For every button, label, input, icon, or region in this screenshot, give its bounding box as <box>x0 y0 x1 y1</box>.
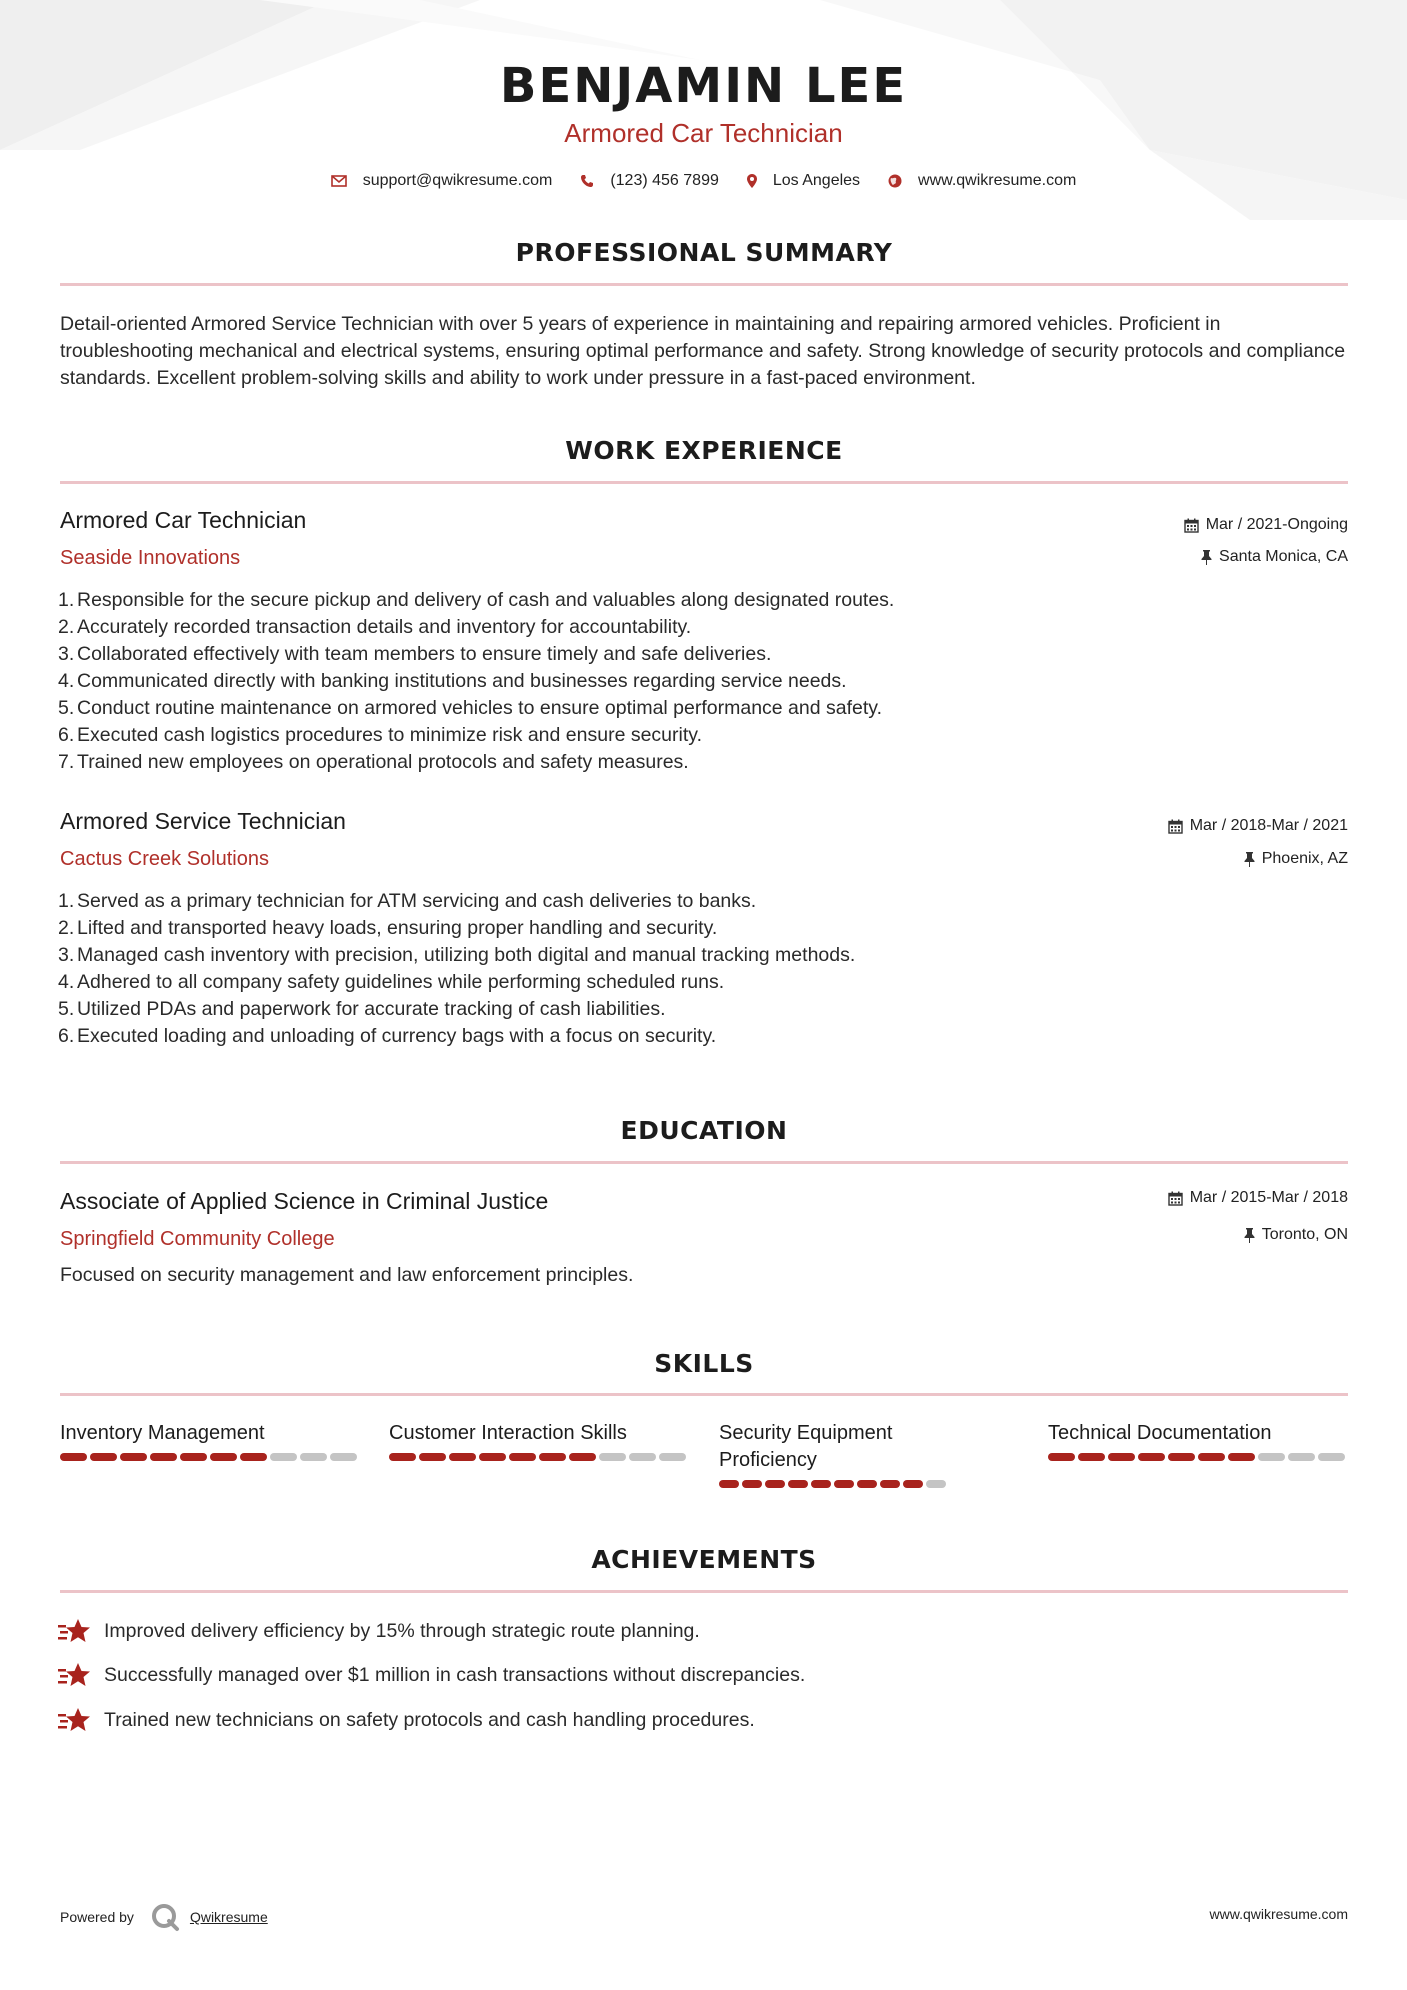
location-text: Los Angeles <box>772 172 861 189</box>
skill-bar-segment-filled <box>90 1453 117 1461</box>
phone-text: (123) 456 7899 <box>610 172 719 189</box>
skill-item <box>1048 1420 1348 1461</box>
skill-name: Inventory Management <box>60 1422 265 1444</box>
skill-bar-segment-filled <box>788 1480 808 1488</box>
skill-bar-segment-filled <box>1198 1453 1225 1461</box>
skill-bar-segment-filled <box>150 1453 177 1461</box>
experience-heading: WORK EXPERIENCE <box>565 436 843 465</box>
job-dates <box>1168 817 1348 835</box>
skill-name: Customer Interaction Skills <box>389 1422 627 1444</box>
job-responsibilities <box>58 888 1258 1050</box>
list-item: 2. Lifted and transported heavy loads, ensuring proper handling and security. <box>58 917 718 939</box>
skill-item <box>719 1420 949 1488</box>
skill-bar-segment-filled <box>240 1453 267 1461</box>
list-item: 6. Executed loading and unloading of currency bags with a focus on security. <box>58 1025 717 1047</box>
footer-website-link[interactable]: www.qwikresume.com <box>1209 1906 1348 1922</box>
skill-bar-segment-filled <box>765 1480 785 1488</box>
contact-website[interactable] <box>888 172 1076 190</box>
job-company: Cactus Creek Solutions <box>60 848 269 870</box>
skill-level-bar <box>719 1480 949 1488</box>
list-item: 1. Responsible for the secure pickup and delivery of cash and valuables along designated routes. <box>58 589 895 611</box>
skill-level-bar <box>389 1453 689 1461</box>
job-dates <box>1184 516 1348 534</box>
website-text: www.qwikresume.com <box>918 172 1077 189</box>
summary-divider <box>60 283 1348 286</box>
shooting-star-icon <box>58 1707 92 1733</box>
job-location-text: Santa Monica, CA <box>1219 548 1348 565</box>
pushpin-icon <box>1201 550 1212 565</box>
education-description: Focused on security management and law enforcement principles. <box>60 1264 634 1286</box>
skill-level-bar <box>60 1453 360 1461</box>
skill-item <box>60 1420 360 1461</box>
education-dates <box>1168 1189 1348 1207</box>
envelope-icon <box>331 175 347 187</box>
skill-bar-segment-filled <box>1078 1453 1105 1461</box>
education-location-text: Toronto, ON <box>1261 1226 1348 1243</box>
skill-bar-segment-filled <box>210 1453 237 1461</box>
achievements-heading: ACHIEVEMENTS <box>591 1545 817 1574</box>
skills-heading: SKILLS <box>654 1349 754 1378</box>
contact-location <box>747 172 860 190</box>
summary-heading: PROFESSIONAL SUMMARY <box>515 238 893 267</box>
job-responsibilities <box>58 587 1258 776</box>
degree-title: Associate of Applied Science in Criminal Justice <box>60 1188 549 1214</box>
map-pin-icon <box>747 174 757 188</box>
job-company: Seaside Innovations <box>60 547 241 569</box>
skill-bar-segment-empty <box>330 1453 357 1461</box>
education-dates-text: Mar / 2015-Mar / 2018 <box>1189 1189 1348 1206</box>
skill-bar-segment-filled <box>834 1480 854 1488</box>
skill-bar-segment-filled <box>569 1453 596 1461</box>
list-item: 2. Accurately recorded transaction details and inventory for accountability. <box>58 616 692 638</box>
qwikresume-logo-icon <box>150 1902 180 1932</box>
job-title: Armored Service Technician <box>60 808 346 834</box>
candidate-role: Armored Car Technician <box>564 118 843 148</box>
skill-level-bar <box>1048 1453 1348 1461</box>
skill-bar-segment-filled <box>60 1453 87 1461</box>
skill-bar-segment-filled <box>1108 1453 1135 1461</box>
skill-bar-segment-filled <box>719 1480 739 1488</box>
skill-bar-segment-filled <box>180 1453 207 1461</box>
contact-bar <box>0 172 1407 190</box>
pushpin-icon <box>1244 852 1255 867</box>
education-location <box>1244 1226 1348 1244</box>
skill-bar-segment-filled <box>1168 1453 1195 1461</box>
achievement-item <box>58 1707 755 1733</box>
job-location <box>1201 548 1348 566</box>
skill-bar-segment-empty <box>599 1453 626 1461</box>
skill-bar-segment-filled <box>1228 1453 1255 1461</box>
pushpin-icon <box>1244 1228 1255 1243</box>
shooting-star-icon <box>58 1662 92 1688</box>
skill-bar-segment-filled <box>1138 1453 1165 1461</box>
skill-bar-segment-filled <box>880 1480 900 1488</box>
education-divider <box>60 1161 1348 1164</box>
skill-bar-segment-empty <box>300 1453 327 1461</box>
contact-email[interactable] <box>331 172 553 190</box>
school-name: Springfield Community College <box>60 1228 335 1250</box>
job-title: Armored Car Technician <box>60 507 307 533</box>
skill-bar-segment-filled <box>449 1453 476 1461</box>
job-location <box>1244 850 1348 868</box>
achievement-item <box>58 1662 805 1688</box>
skill-bar-segment-filled <box>742 1480 762 1488</box>
list-item: 6. Executed cash logistics procedures to minimize risk and ensure security. <box>58 724 702 746</box>
skill-bar-segment-empty <box>659 1453 686 1461</box>
resume-header <box>0 58 1407 148</box>
skill-bar-segment-filled <box>539 1453 566 1461</box>
globe-icon <box>888 174 902 188</box>
calendar-icon <box>1168 1191 1183 1206</box>
footer-powered-by <box>60 1902 268 1932</box>
list-item: 7. Trained new employees on operational protocols and safety measures. <box>58 751 689 773</box>
job-dates-text: Mar / 2021-Ongoing <box>1205 516 1348 533</box>
candidate-name: BENJAMIN LEE <box>499 58 908 114</box>
qwikresume-link[interactable]: Qwikresume <box>189 1909 268 1925</box>
email-text: support@qwikresume.com <box>362 172 553 189</box>
job-location-text: Phoenix, AZ <box>1261 850 1348 867</box>
skill-bar-segment-filled <box>811 1480 831 1488</box>
skill-bar-segment-filled <box>419 1453 446 1461</box>
list-item: 5. Conduct routine maintenance on armored vehicles to ensure optimal performance and safety. <box>58 697 883 719</box>
list-item: 4. Adhered to all company safety guidelines while performing scheduled runs. <box>58 971 725 993</box>
skills-divider <box>60 1393 1348 1396</box>
job-dates-text: Mar / 2018-Mar / 2021 <box>1189 817 1348 834</box>
list-item: 1. Served as a primary technician for ATM servicing and cash deliveries to banks. <box>58 890 757 912</box>
achievement-text: Successfully managed over $1 million in cash transactions without discrepancies. <box>104 1663 806 1686</box>
achievement-item <box>58 1618 700 1644</box>
skill-bar-segment-empty <box>1318 1453 1345 1461</box>
list-item: 5. Utilized PDAs and paperwork for accurate tracking of cash liabilities. <box>58 998 666 1020</box>
skill-bar-segment-empty <box>270 1453 297 1461</box>
skill-name: Security Equipment Proficiency <box>719 1422 893 1471</box>
list-item: 4. Communicated directly with banking institutions and businesses regarding service needs. <box>58 670 847 692</box>
summary-text: Detail-oriented Armored Service Technician with over 5 years of experience in maintaining and repairing armored vehicles. Proficient in troubleshooting mechanical and electrical systems, ensuring optimal performance and safety. Strong knowledge of security protocols and compliance standards. Excellent problem-solving skills and ability to work under pressure in a fast-paced environment. <box>60 313 1346 389</box>
list-item: 3. Collaborated effectively with team members to ensure timely and safe deliveries. <box>58 643 772 665</box>
skill-bar-segment-filled <box>509 1453 536 1461</box>
achievement-text: Trained new technicians on safety protocols and cash handling procedures. <box>104 1708 755 1731</box>
experience-divider <box>60 481 1348 484</box>
list-item: 3. Managed cash inventory with precision, utilizing both digital and manual tracking methods. <box>58 944 856 966</box>
skill-bar-segment-empty <box>1258 1453 1285 1461</box>
skill-bar-segment-filled <box>1048 1453 1075 1461</box>
calendar-icon <box>1168 819 1183 834</box>
skill-item <box>389 1420 689 1461</box>
skill-bar-segment-filled <box>903 1480 923 1488</box>
shooting-star-icon <box>58 1618 92 1644</box>
education-heading: EDUCATION <box>620 1116 788 1145</box>
calendar-icon <box>1184 518 1199 533</box>
skill-bar-segment-empty <box>926 1480 946 1488</box>
achievements-divider <box>60 1590 1348 1593</box>
skill-bar-segment-filled <box>120 1453 147 1461</box>
skill-bar-segment-filled <box>857 1480 877 1488</box>
skill-bar-segment-filled <box>479 1453 506 1461</box>
skill-bar-segment-filled <box>389 1453 416 1461</box>
achievement-text: Improved delivery efficiency by 15% through strategic route planning. <box>104 1619 700 1642</box>
phone-icon <box>580 174 594 188</box>
skill-bar-segment-empty <box>629 1453 656 1461</box>
skill-bar-segment-empty <box>1288 1453 1315 1461</box>
powered-by-label: Powered by <box>60 1909 134 1925</box>
contact-phone[interactable] <box>580 172 719 190</box>
skill-name: Technical Documentation <box>1048 1422 1272 1444</box>
